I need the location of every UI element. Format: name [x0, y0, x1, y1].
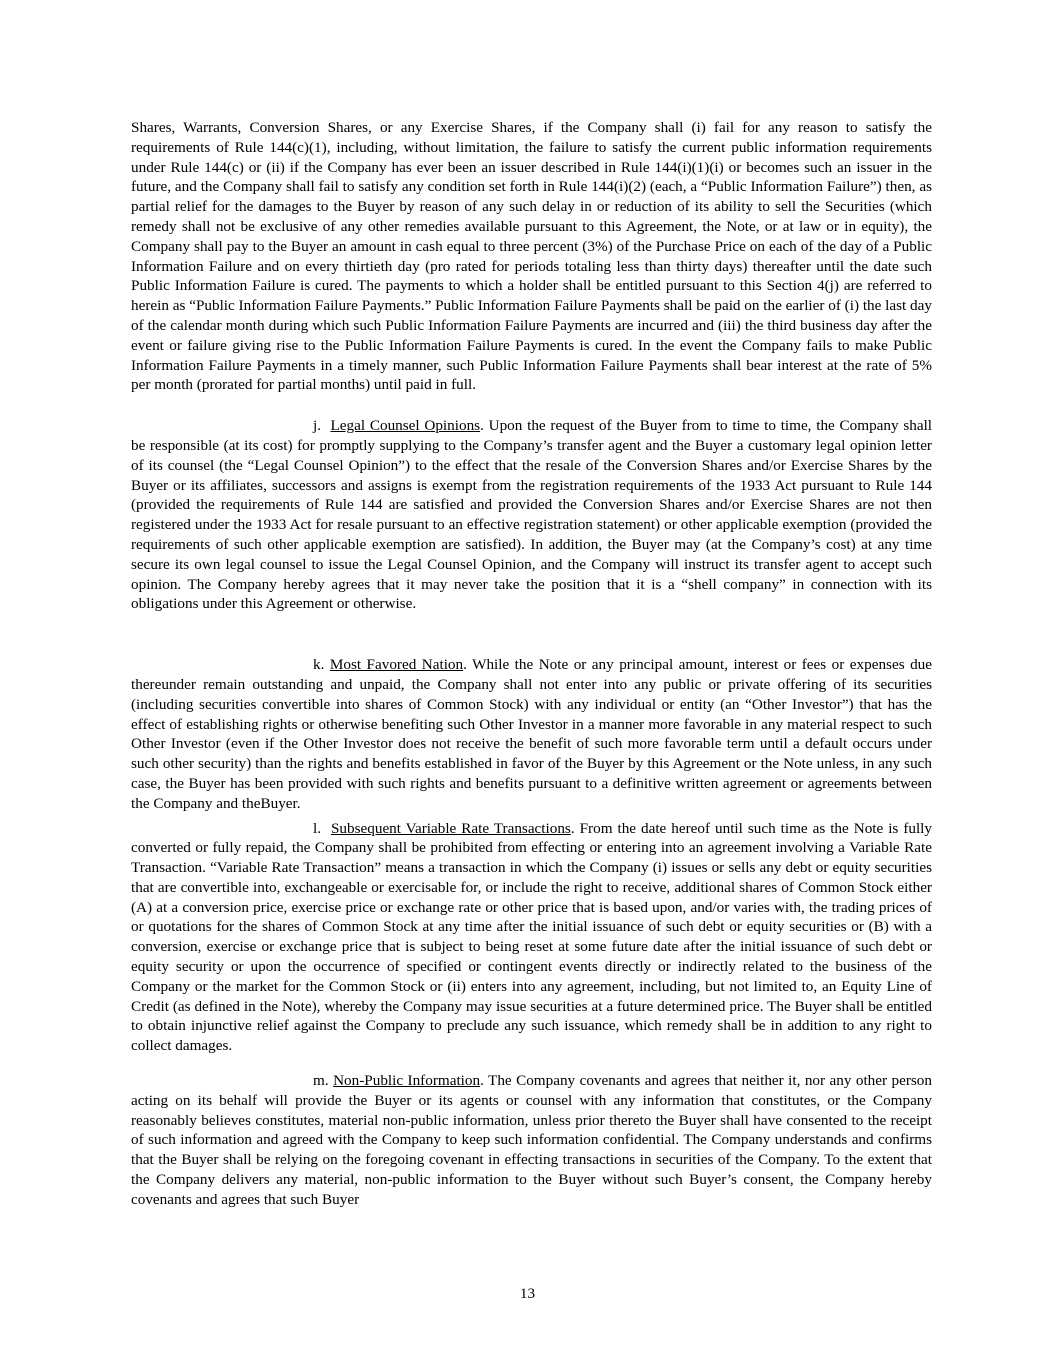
section-k-paragraph — [131, 655, 932, 813]
section-m-body: . The Company covenants and agrees that neither it, nor any other person acting on its behalf will provide the Buyer or its agents or counsel with any information that constitutes, or the Company reasonably believes constitutes, material non-public information, unless prior thereto the Buyer shall have consented to the receipt of such information and agreed with the Company to keep such information confidential. The Company understands and confirms that the Buyer shall be relying on the foregoing covenant in effecting transactions in securities of the Company. To the extent that the Company delivers any material, non-public information to the Buyer without such Buyer’s consent, the Company hereby covenants and agrees that such Buyer — [131, 1072, 932, 1208]
section-m-heading: Non-Public Information — [333, 1072, 481, 1090]
section-k-body: . While the Note or any principal amount, interest or fees or expenses due thereunder remain outstanding and unpaid, the Company shall not enter into any public or private offering of its securities (including securities convertible into shares of Common Stock) with any individual or entity (an “Other Investor”) that has the effect of establishing rights or otherwise benefiting such Other Investor in a manner more favorable in any material respect to such Other Investor (even if the Other Investor does not receive the benefit of such more favorable term until a default occurs under such other security) than the rights and benefits established in favor of the Buyer by this Agreement or the Note unless, in any such case, the Buyer has been provided with such rights and benefits pursuant to a definitive written agreement or agreements between the Company and theBuyer. — [131, 656, 932, 812]
section-l-paragraph — [131, 819, 932, 1057]
section-j-marker: j. — [313, 417, 322, 435]
section-m-paragraph — [131, 1071, 932, 1210]
section-l-body: . From the date hereof until such time as the Note is fully converted or fully repaid, the Company shall be prohibited from effecting or entering into an agreement involving a Variable Rate Transaction. “Variable Rate Transaction” means a transaction in which the Company (i) issues or sells any debt or equity securities that are convertible into, exchangeable or exercisable for, or include the right to receive, additional shares of Common Stock either (A) at a conversion price, exercise price or exchange rate or other price that is based upon, and/or varies with, the trading prices of or quotations for the shares of Common Stock at any time after the initial issuance of such debt or equity securities or (B) with a conversion, exercise or exchange price that is subject to being reset at some future date after the initial issuance of such debt or equity security or upon the occurrence of specified or contingent events directly or indirectly related to the business of the Company or the market for the Common Stock or (ii) enters into any agreement, including, but not limited to, an Equity Line of Credit (as defined in the Note), whereby the Company may issue securities at a future determined price. The Buyer shall be entitled to obtain injunctive relief against the Company to preclude any such issuance, which remedy shall be in addition to any right to collect damages. — [131, 819, 932, 1055]
section-j-body: . Upon the request of the Buyer from to time to time, the Company shall be responsible (at its cost) for promptly supplying to the Company’s transfer agent and the Buyer a customary legal opinion letter of its counsel (the “Legal Counsel Opinion”) to the effect that the resale of the Conversion Shares and/or Exercise Shares by the Buyer or its affiliates, successors and assigns is exempt from the registration requirements of the 1933 Act pursuant to Rule 144 (provided the requirements of Rule 144 are satisfied and provided the Conversion Shares and/or Exercise Shares are not then registered under the 1933 Act for resale pursuant to an effective registration statement) or other applicable exemption (provided the requirements of such other applicable exemption are satisfied). In addition, the Buyer may (at the Company’s cost) at any time secure its own legal counsel to issue the Legal Counsel Opinion, and the Company will instruct its transfer agent to accept such opinion. The Company hereby agrees that it may never take the position that it is a “shell company” in connection with its obligations under this Agreement or otherwise. — [131, 417, 933, 613]
continuation-text: Shares, Warrants, Conversion Shares, or any Exercise Shares, if the Company shall (i) fail for any reason to satisfy the requirements of Rule 144(c)(1), including, without limitation, the failure to satisfy the current public information requirements under Rule 144(c) or (ii) if the Company has ever been an issuer described in Rule 144(i)(1)(i) or becomes such an issuer in the future, and the Company shall fail to satisfy any condition set forth in Rule 144(i)(2) (each, a “Public Information Failure”) then, as partial relief for the damages to the Buyer by reason of any such delay in or reduction of its ability to sell the Securities (which remedy shall not be exclusive of any other remedies available pursuant to this Agreement, the Note, or at law or in equity), the Company shall pay to the Buyer an amount in cash equal to three percent (3%) of the Purchase Price on each of the day of a Public Information Failure and on every thirtieth day (pro rated for periods totaling less than thirty days) thereafter until the date such Public Information Failure is cured. The payments to which a holder shall be entitled pursuant to this Section 4(j) are referred to herein as “Public Information Failure Payments.” Public Information Failure Payments shall be paid on the earlier of (i) the last day of the calendar month during which such Public Information Failure Payments are incurred and (iii) the third business day after the event or failure giving rise to the Public Information Failure Payments is cured. In the event the Company fails to make Public Information Failure Payments in a timely manner, such Public Information Failure Payments shall bear interest at the rate of 5% per month (prorated for partial months) until paid in full. — [131, 119, 932, 394]
document-page — [131, 118, 932, 1210]
section-l-heading: Subsequent Variable Rate Transactions — [330, 819, 571, 837]
section-j-heading: Legal Counsel Opinions — [330, 417, 481, 435]
section-l-marker: l. — [313, 819, 322, 837]
page-number: 13 — [519, 1285, 536, 1302]
section-j-paragraph — [131, 416, 932, 614]
section-k-marker: k. — [313, 656, 325, 674]
section-m-marker: m. — [313, 1072, 329, 1090]
section-k-heading: Most Favored Nation — [329, 656, 464, 674]
continuation-paragraph — [131, 118, 932, 395]
